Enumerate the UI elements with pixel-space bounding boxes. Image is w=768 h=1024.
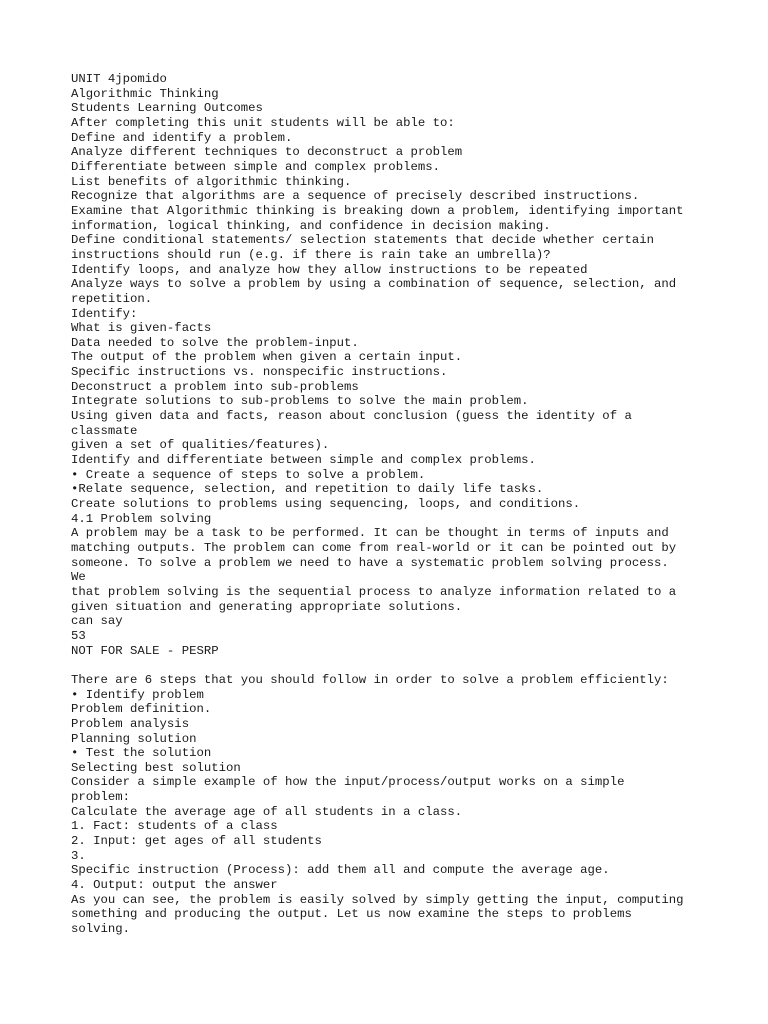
text-line: As you can see, the problem is easily solved by simply getting the input, computing xyxy=(71,892,684,907)
text-line: Problem analysis xyxy=(71,716,190,731)
text-line: Differentiate between simple and complex problems. xyxy=(71,159,440,174)
text-line: someone. To solve a problem we need to have a systematic problem solving process. xyxy=(71,555,669,570)
text-line: Identify and differentiate between simple and complex problems. xyxy=(71,453,536,468)
text-line: NOT FOR SALE - PESRP xyxy=(71,643,219,658)
text-line: Create solutions to problems using sequencing, loops, and conditions. xyxy=(71,497,581,512)
text-line: that problem solving is the sequential process to analyze information related to a xyxy=(71,584,677,599)
text-line: solving. xyxy=(71,922,131,937)
text-line: Consider a simple example of how the input/process/output works on a simple xyxy=(71,775,625,790)
text-line: given situation and generating appropriate solutions. xyxy=(71,599,463,614)
text-line: Algorithmic Thinking xyxy=(71,86,219,101)
text-line: Examine that Algorithmic thinking is breaking down a problem, identifying important xyxy=(71,203,684,218)
text-line: The output of the problem when given a certain input. xyxy=(71,350,463,365)
text-line: Identify loops, and analyze how they allow instructions to be repeated xyxy=(71,262,588,277)
text-line: Students Learning Outcomes xyxy=(71,101,263,116)
text-line: instructions should run (e.g. if there is rain take an umbrella)? xyxy=(71,247,551,262)
text-line: After completing this unit students will be able to: xyxy=(71,115,455,130)
text-line: Deconstruct a problem into sub-problems xyxy=(71,379,359,394)
text-line: Calculate the average age of all students in a class. xyxy=(71,804,463,819)
text-line: There are 6 steps that you should follow in order to solve a problem efficiently: xyxy=(71,672,669,687)
blank-line xyxy=(71,658,721,673)
text-line: 1. Fact: students of a class xyxy=(71,819,278,834)
text-line: 4.1 Problem solving xyxy=(71,511,212,526)
text-line: Specific instruction (Process): add them all and compute the average age. xyxy=(71,863,610,878)
text-line: • Test the solution xyxy=(71,746,212,761)
text-line: matching outputs. The problem can come from real-world or it can be pointed out by xyxy=(71,541,677,555)
text-line: classmate xyxy=(71,423,138,438)
text-line: • Identify problem xyxy=(71,687,204,702)
text-line: Recognize that algorithms are a sequence of precisely described instructions. xyxy=(71,189,640,204)
text-line: problem: xyxy=(71,790,131,805)
text-line: What is given-facts xyxy=(71,321,212,336)
text-line: 53 xyxy=(71,628,86,643)
text-line: Define and identify a problem. xyxy=(71,130,293,145)
text-line: A problem may be a task to be performed. It can be thought in terms of inputs and xyxy=(71,526,669,541)
text-line: Selecting best solution xyxy=(71,760,241,775)
text-line: Identify: xyxy=(71,306,138,321)
text-line: We xyxy=(71,570,86,585)
text-line: repetition. xyxy=(71,291,153,306)
text-line: UNIT 4jpomido xyxy=(71,72,167,86)
text-line: • Create a sequence of steps to solve a problem. xyxy=(71,467,426,482)
text-line: Specific instructions vs. nonspecific instructions. xyxy=(71,365,448,380)
text-line: given a set of qualities/features). xyxy=(71,438,330,453)
text-line: List benefits of algorithmic thinking. xyxy=(71,174,352,189)
text-line: Problem definition. xyxy=(71,702,212,717)
text-line: can say xyxy=(71,614,123,629)
text-line: Planning solution xyxy=(71,731,197,746)
text-line: 2. Input: get ages of all students xyxy=(71,834,322,849)
text-line: Define conditional statements/ selection statements that decide whether certain xyxy=(71,233,654,248)
text-line: Data needed to solve the problem-input. xyxy=(71,335,359,350)
text-line: 3. xyxy=(71,848,86,863)
text-line: Analyze different techniques to deconstruct a problem xyxy=(71,145,463,160)
text-line: Analyze ways to solve a problem by using a combination of sequence, selection, and xyxy=(71,277,677,292)
text-line: •Relate sequence, selection, and repetition to daily life tasks. xyxy=(71,482,544,497)
document-page xyxy=(71,72,721,937)
text-line: 4. Output: output the answer xyxy=(71,878,278,893)
text-line: something and producing the output. Let us now examine the steps to problems xyxy=(71,907,632,922)
text-line: information, logical thinking, and confidence in decision making. xyxy=(71,218,551,233)
text-line: Integrate solutions to sub-problems to solve the main problem. xyxy=(71,394,529,409)
text-line: Using given data and facts, reason about conclusion (guess the identity of a xyxy=(71,409,632,424)
